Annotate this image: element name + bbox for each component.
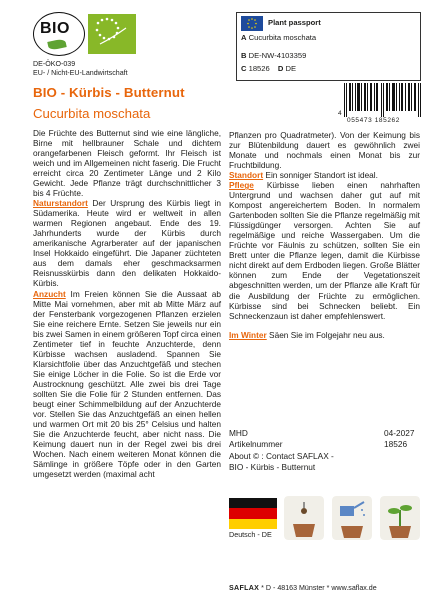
barcode-icon bbox=[338, 83, 422, 125]
article-row bbox=[229, 439, 422, 450]
product-latin-name: Cucurbita moschata bbox=[33, 106, 151, 121]
footer-brand: SAFLAX bbox=[229, 584, 260, 592]
passport-a-label: A bbox=[241, 33, 247, 42]
barcode-digits: 055473 185262 bbox=[347, 117, 400, 124]
mhd-row bbox=[229, 428, 422, 439]
product-info-block bbox=[229, 428, 422, 472]
sowing-text: Im Freien können Sie die Aussaat ab Mitte Mai vornehmen, aber mit ab Mitte März auf der Fensterbank vorgezogenen Pflanzen erzielen Sie eine reichere Ernte. Setzen Sie jeweils nur ein bis zwei Samen in einem größeren Topf circa einen Zentimeter tief in feuchte Anzuchterde, denn Kürbisse wachsen ausladend. Spannen Sie Klarsichtfolie über das Anzuchtgefäß und stechen Sie einige Löcher in die Folie. So ist die Erde vor Austrocknung geschützt. Alle zwei bis drei Tage sollten Sie die Folie für 2 Stunden entfernen. Das beugt einer Schimmelbildung auf der Anzuchterde vor. Stellen Sie das Anzuchtgefäß an einen hellen und warmen Ort mit 20 bis 25° Celsius und halten Sie die Anzuchterde feucht, aber nicht nass. Die Keimung dauert nun in der Regel zwei bis drei Wochen. Nach einem weiteren Monat können die Sämlinge in größere Töpfe oder in den Garten umgesetzt werden (maximal acht bbox=[33, 288, 222, 480]
continuation-paragraph: Pflanzen pro Quadratmeter). Von der Keimung bis zur Blütenbildung dauert es gewöhnlich zwei Monate und nochmals einen Monat bis zur Fruchtbildung. bbox=[229, 130, 420, 171]
location-paragraph bbox=[229, 170, 420, 180]
location-text: Ein sonniger Standort ist ideal. bbox=[263, 170, 378, 181]
location-heading: Standort bbox=[229, 170, 264, 181]
winter-heading: Im Winter bbox=[229, 329, 267, 340]
passport-a-value: Cucurbita moschata bbox=[248, 33, 317, 42]
sowing-steps-icon bbox=[284, 496, 422, 540]
article-label: Artikelnummer bbox=[229, 438, 283, 449]
bio-seal-text: BIO bbox=[40, 20, 70, 37]
barcode-bars bbox=[344, 83, 422, 117]
description-right-column bbox=[229, 130, 420, 340]
winter-paragraph bbox=[229, 330, 420, 340]
footer-address: * D - 48163 Münster * bbox=[259, 584, 332, 592]
bio-seal-icon bbox=[33, 12, 85, 56]
product-title: BIO - Kürbis - Butternut bbox=[33, 85, 185, 100]
seed-pot-icon bbox=[284, 496, 324, 540]
mhd-label: MHD bbox=[229, 428, 248, 438]
article-value: 18526 bbox=[384, 438, 408, 449]
passport-d-label: D bbox=[277, 64, 284, 73]
care-text: Kürbisse lieben einen nahrhaften Untergrund und wachsen daher gut auf mit Kompost angereichertem Boden. In normalem Gartenboden sollten Sie die Pflanze regelmäßig mit Flüssigdünger versorgen. Achten Sie auf regelmäßige und reiche Wassergaben. Um die Früchte vor Fäulnis zu schützen, sollten Sie ein Brett unter die Pflanze legen, damit die Kürbisse nicht direkt auf dem Erdboden liegen. Große Blätter können zum Ende der Vegetationszeit abgeschnitten werden, um der Pflanze alle Kraft für die Ausbildung der Früchte zu ermöglichen. Kürbisse sind bei Schnecken beliebt. Ein Schneckenzaun ist daher empfehlenswert. bbox=[229, 180, 420, 321]
mhd-value: 04-2027 bbox=[384, 428, 415, 438]
passport-b-value: DE-NW-4103359 bbox=[248, 51, 307, 60]
passport-row-a bbox=[241, 33, 316, 42]
passport-c-value: 18526 bbox=[248, 64, 270, 73]
eu-origin: EU- / Nicht-EU-Landwirtschaft bbox=[33, 69, 128, 78]
passport-row-b bbox=[241, 51, 306, 60]
seedling-pot-icon bbox=[380, 496, 420, 540]
sowing-heading: Anzucht bbox=[33, 288, 66, 299]
eu-organic-leaf-icon bbox=[88, 14, 136, 54]
origin-text: Der Ursprung des Kürbis liegt in Südamerika. Heute wird er weltweit in allen warmen Regionen angebaut. Ende des 19. Jahrhunderts wurde der Kürbis durch amerikanische Agrarberater auf der japanischen Insel Hokkaido eingeführt. Die Japaner züchteten aus dem damals eher geschmacksarmen Reisnusskürbis dann den delikaten Hokkaido-Kürbis. bbox=[33, 198, 221, 289]
origin-paragraph bbox=[33, 198, 221, 288]
care-heading: Pflege bbox=[229, 180, 254, 191]
eu-flag-icon bbox=[241, 16, 263, 31]
intro-paragraph: Die Früchte des Butternut sind wie eine längliche, Birne mit hellbrauner Schale und dichtem orangefarbenen Fleisch geformt. Ihr Fleisch ist weich und im Allgemeinen nicht faserig. Die Frucht erreicht circa 20 Zentimeter Länge und 2 Kilo Gewicht. Jede Pflanze trägt durchschnittlicher 3 bis 4 Früchte. bbox=[33, 128, 221, 199]
language-label: Deutsch - DE bbox=[229, 530, 272, 539]
description-left-column bbox=[33, 128, 221, 479]
footer-website[interactable]: www.saflax.de bbox=[331, 584, 377, 592]
care-paragraph bbox=[229, 180, 420, 320]
passport-title: Plant passport bbox=[268, 18, 321, 27]
origin-heading: Naturstandort bbox=[33, 198, 88, 209]
footer bbox=[229, 584, 422, 593]
bio-leaf-shape bbox=[47, 38, 66, 51]
eco-code: DE-ÖKO-039 bbox=[33, 60, 76, 68]
watering-icon bbox=[332, 496, 372, 540]
passport-b-label: B bbox=[241, 51, 247, 60]
organic-control-code bbox=[33, 60, 128, 78]
plant-passport bbox=[236, 12, 421, 81]
winter-text: Säen Sie im Folgejahr neu aus. bbox=[266, 329, 385, 340]
barcode-lead-digit: 4 bbox=[338, 110, 342, 117]
passport-d-value: DE bbox=[285, 64, 297, 73]
passport-c-label: C bbox=[241, 64, 247, 73]
passport-row-cd bbox=[241, 64, 296, 73]
about-line: About © : Contact SAFLAX - bbox=[229, 450, 334, 461]
sowing-paragraph bbox=[33, 289, 221, 480]
german-flag-icon bbox=[229, 498, 277, 529]
product-line: BIO - Kürbis - Butternut bbox=[229, 461, 316, 472]
